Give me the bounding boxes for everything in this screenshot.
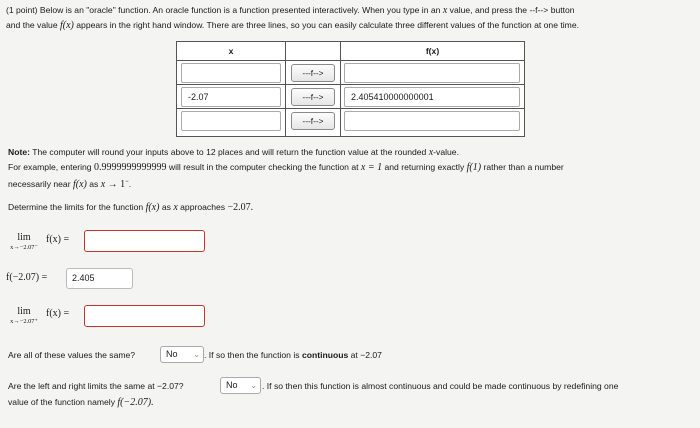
- continuity-statement: . If so then the function is continuous at −2.07: [204, 350, 382, 360]
- removable-discontinuity-statement: . If so then this function is almost continuous and could be made continuous by redefining one: [262, 381, 619, 391]
- left-limit-operator: lim x→−2.07⁻: [10, 232, 38, 251]
- left-limit-answer-input[interactable]: [84, 230, 205, 252]
- select-value: No: [226, 380, 238, 390]
- x-input-1[interactable]: [181, 63, 281, 83]
- limits-answer-select[interactable]: [220, 377, 261, 394]
- limits-question: Are the left and right limits the same at −2.07?: [8, 381, 184, 391]
- left-limit-expression: f(x) =: [46, 234, 70, 245]
- select-value: No: [166, 349, 178, 359]
- divider: [177, 108, 524, 109]
- evaluate-button-1[interactable]: ---f-->: [291, 64, 335, 82]
- task-instruction: Determine the limits for the function f(x) as x approaches −2.07.: [8, 202, 254, 213]
- evaluate-button-2[interactable]: ---f-->: [291, 88, 335, 106]
- column-header-fx: f(x): [425, 46, 440, 56]
- continuity-question: Are all of these values the same?: [8, 350, 136, 360]
- x-input-2[interactable]: -2.07: [181, 87, 281, 107]
- divider: [285, 42, 286, 136]
- divider: [177, 84, 524, 85]
- chevron-down-icon: ⌄: [193, 350, 200, 359]
- x-input-3[interactable]: [181, 111, 281, 131]
- chevron-down-icon: ⌄: [250, 381, 257, 390]
- function-value-expression: f(−2.07) =: [6, 272, 48, 283]
- redefine-value-statement: value of the function namely f(−2.07).: [8, 397, 154, 408]
- right-limit-operator: lim x→−2.07⁺: [10, 306, 38, 325]
- evaluate-button-3[interactable]: ---f-->: [291, 112, 335, 130]
- oracle-table: [176, 41, 525, 137]
- function-value-input[interactable]: 2.405: [66, 268, 133, 289]
- fx-output-3: [344, 111, 520, 131]
- fx-output-1: [344, 63, 520, 83]
- problem-intro: (1 point) Below is an "oracle" function. An oracle function is a function presented interactively. When you type in an x value, and press the --f--> button and the value f(x) appears in the right hand window. There are three lines, so you can easily calculate three different values of the function at one time.: [6, 5, 579, 31]
- divider: [177, 60, 524, 61]
- continuity-answer-select[interactable]: [160, 346, 204, 363]
- fx-output-2: 2.405410000000001: [344, 87, 520, 107]
- rounding-note: Note: The computer will round your inputs above to 12 places and will return the function value at the rounded x-value. For example, entering 0.9999999999999 will result in the computer checking the function at x = 1 and returning exactly f(1) rather than a number necessarily near f(x) as x → 1−.: [8, 147, 564, 190]
- right-limit-answer-input[interactable]: [84, 305, 205, 327]
- divider: [340, 42, 341, 136]
- column-header-x: x: [228, 46, 234, 56]
- right-limit-expression: f(x) =: [46, 308, 70, 319]
